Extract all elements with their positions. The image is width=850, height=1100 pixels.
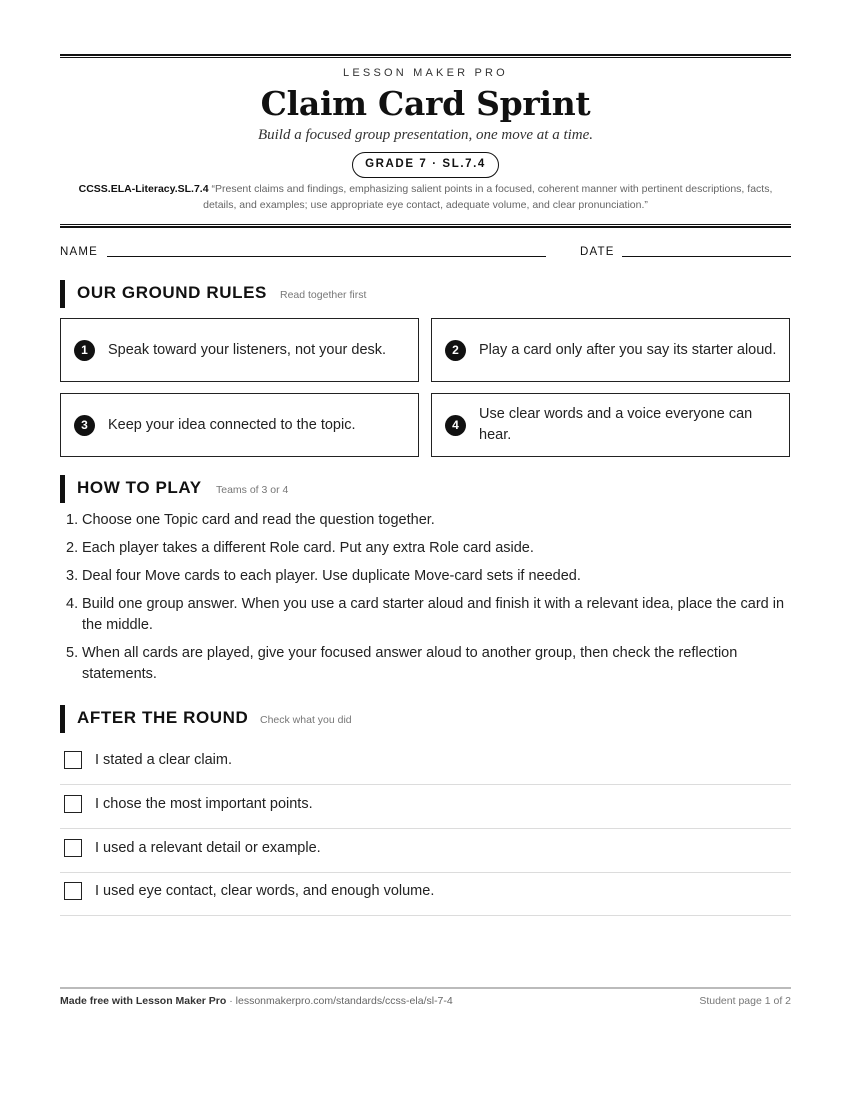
rule-text: Play a card only after you say its starter aloud. (479, 341, 777, 358)
section-marker (60, 475, 65, 503)
instruction-step (66, 566, 791, 587)
instruction-step (66, 538, 791, 559)
section-note: Check what you did (260, 714, 352, 726)
page-subtitle: Build a focused group presentation, one move at a time. (257, 127, 594, 143)
reflection-checkbox[interactable] (64, 795, 82, 813)
footer-made-with: Made free with Lesson Maker Pro (60, 995, 227, 1007)
footer-credit (60, 995, 453, 1007)
section-marker (60, 705, 65, 733)
section-marker (60, 280, 65, 308)
reflection-item (60, 785, 791, 829)
step-number: 4. (66, 596, 79, 612)
standard-text: “Present claims and findings, emphasizing salient points in a focused, coherent manner with pertinent descriptions, facts, details, and examples; use appropriate eye contact, adequate volume, and clear pronunciation.” (203, 183, 773, 211)
ground-rule-card (60, 318, 419, 382)
standard-statement (60, 181, 791, 213)
date-label: DATE (580, 246, 615, 258)
footer-url[interactable]: lessonmakerpro.com/standards/ccss-ela/sl-7-4 (235, 995, 453, 1007)
ground-rule-card (431, 318, 790, 382)
step-number: 3. (66, 568, 79, 584)
rule-number-badge: 1 (74, 340, 95, 361)
header-bottom-rule (60, 224, 791, 228)
reflection-checkbox[interactable] (64, 751, 82, 769)
after-round-heading (60, 705, 791, 733)
reflection-checkbox[interactable] (64, 882, 82, 900)
section-title: AFTER THE ROUND (77, 708, 249, 727)
step-text: Build one group answer. When you use a card starter aloud and finish it with a relevant idea, place the card in the middle. (82, 596, 785, 633)
ground-rule-card (60, 393, 419, 457)
reflection-item (60, 829, 791, 873)
footer-rule (60, 987, 791, 989)
step-number: 2. (66, 540, 79, 556)
instruction-step (66, 594, 791, 636)
instruction-step (66, 510, 791, 531)
how-to-play-heading (60, 475, 791, 503)
grade-badge: GRADE 7 · SL.7.4 (352, 152, 499, 178)
reflection-item (60, 872, 791, 916)
section-note: Read together first (280, 289, 367, 301)
rule-number-badge: 4 (445, 415, 466, 436)
page-title: Claim Card Sprint (260, 84, 591, 123)
instructions-list (66, 510, 791, 692)
name-field[interactable] (107, 256, 546, 257)
step-text: Each player takes a different Role card. Put any extra Role card aside. (82, 540, 534, 556)
ground-rule-card (431, 393, 790, 457)
reflection-text: I used eye contact, clear words, and enough volume. (95, 883, 435, 899)
rule-text: Speak toward your listeners, not your desk. (108, 341, 387, 358)
step-number: 5. (66, 645, 79, 661)
reflection-text: I used a relevant detail or example. (95, 840, 321, 856)
section-title: HOW TO PLAY (77, 478, 202, 497)
rule-text: Use clear words and a voice everyone can hear. (479, 406, 753, 443)
footer-separator: · (226, 995, 236, 1007)
brand-name: LESSON MAKER PRO (343, 67, 508, 79)
standard-code: CCSS.ELA-Literacy.SL.7.4 (78, 183, 209, 195)
section-note: Teams of 3 or 4 (216, 484, 289, 496)
header-top-rule (60, 54, 791, 58)
step-text: When all cards are played, give your focused answer aloud to another group, then check the reflection statements. (82, 645, 738, 682)
section-title: OUR GROUND RULES (77, 283, 267, 302)
rule-number-badge: 3 (74, 415, 95, 436)
instruction-step (66, 643, 791, 685)
name-label: NAME (60, 246, 99, 258)
step-text: Choose one Topic card and read the question together. (82, 512, 435, 528)
page-number: Student page 1 of 2 (699, 995, 791, 1007)
date-field[interactable] (622, 256, 791, 257)
ground-rules-heading (60, 280, 791, 308)
rule-text: Keep your idea connected to the topic. (108, 416, 356, 433)
worksheet-page (60, 0, 791, 1100)
reflection-text: I stated a clear claim. (95, 752, 232, 768)
rule-number-badge: 2 (445, 340, 466, 361)
step-text: Deal four Move cards to each player. Use duplicate Move-card sets if needed. (82, 568, 581, 584)
reflection-checkbox[interactable] (64, 839, 82, 857)
step-number: 1. (66, 512, 79, 528)
reflection-item (60, 741, 791, 785)
reflection-text: I chose the most important points. (95, 796, 313, 812)
